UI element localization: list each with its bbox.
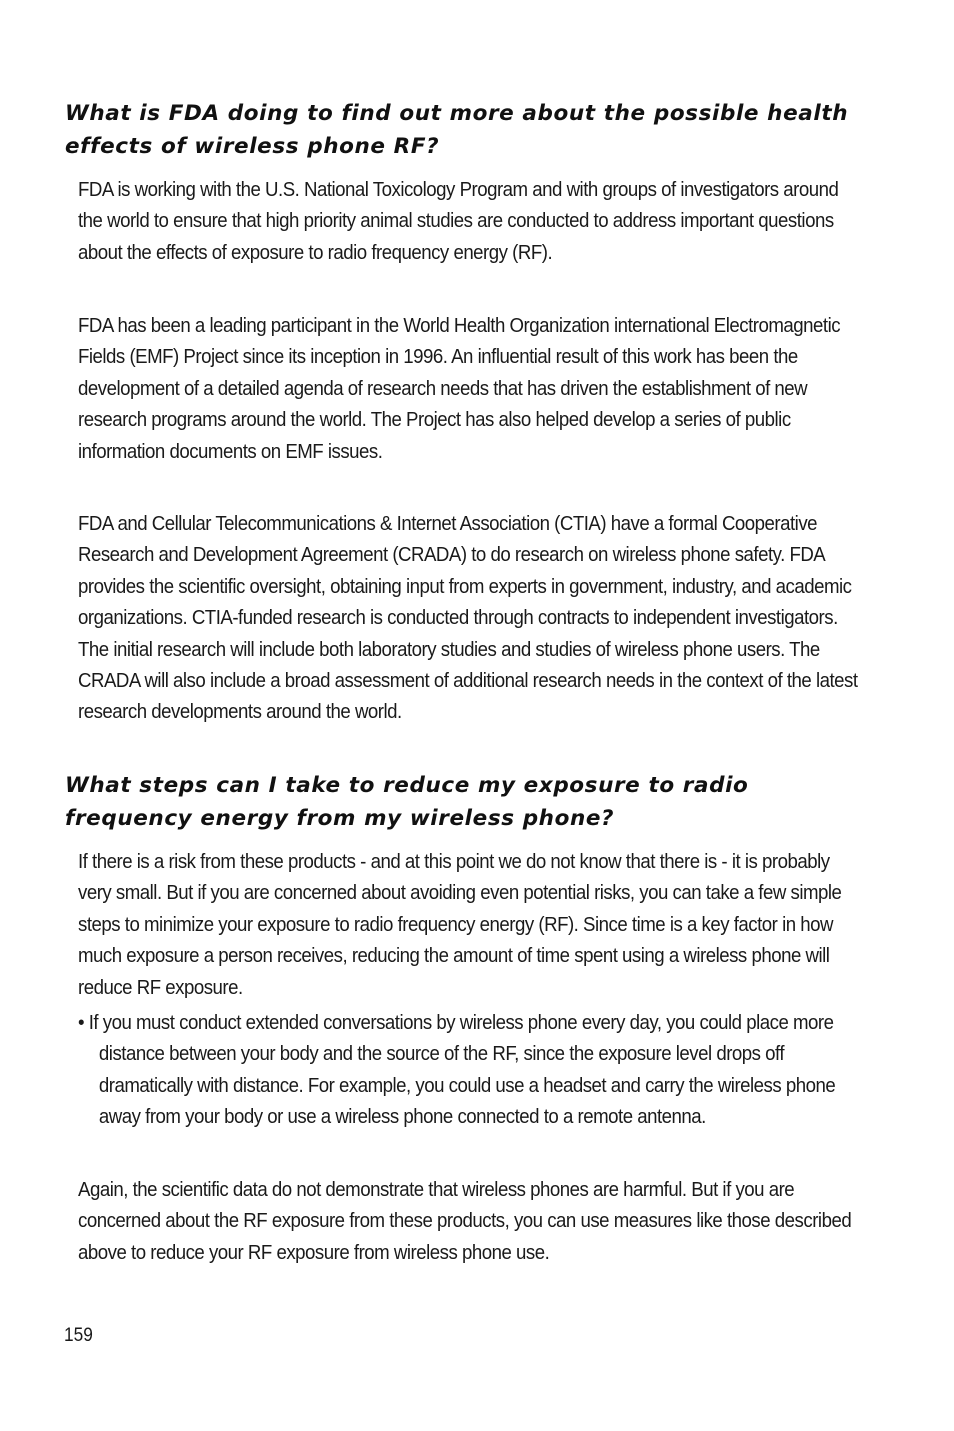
paragraph-risk-small: If there is a risk from these products - and at this point we do not know that there is - it is probably very small. But if you are concerned about avoiding even potential risks, you can take a few simple steps to minimize your exposure to radio frequency energy (RF). Since time is a key factor in how much exposure a person receives, reducing the amount of time spent using a wireless phone will reduce RF exposure. <box>78 850 842 999</box>
paragraph-fda-who-emf: FDA has been a leading participant in the World Health Organization international Electromagnetic Fields (EMF) Project since its inception in 1996. An influential result of this work has been the development of a detailed agenda of research needs that has driven the establishment of new research programs around the world. The Project has also helped develop a series of public information documents on EMF issues. <box>78 314 841 463</box>
section-heading-fda-research: What is FDA doing to find out more about the possible health effects of wireless phone RF? <box>65 101 849 159</box>
paragraph-fda-ntp: FDA is working with the U.S. National Toxicology Program and with groups of investigators around the world to ensure that high priority animal studies are conducted to address important questions about the effects of exposure to radio frequency energy (RF). <box>78 178 839 264</box>
page-number: 159 <box>64 1325 93 1346</box>
paragraph-closing: Again, the scientific data do not demonstrate that wireless phones are harmful. But if you are concerned about the RF exposure from these products, you can use measures like those described above to reduce your RF exposure from wireless phone use. <box>78 1178 852 1264</box>
paragraph-fda-ctia-crada: FDA and Cellular Telecommunications & Internet Association (CTIA) have a formal Cooperative Research and Development Agreement (CRADA) to do research on wireless phone safety. FDA provides the scientific oversight, obtaining input from experts in government, industry, and academic organizations. CTIA-funded research is conducted through contracts to independent investigators. The initial research will include both laboratory studies and studies of wireless phone users. The CRADA will also include a broad assessment of additional research needs in the context of the latest research developments around the world. <box>78 512 858 724</box>
section-heading-reduce-exposure: What steps can I take to reduce my exposure to radio frequency energy from my wireless phone? <box>65 773 749 831</box>
bullet-extended-conversations: • If you must conduct extended conversations by wireless phone every day, you could place more distance between your body and the source of the RF, since the exposure level drops off dramatically with distance. For example, you could use a headset and carry the wireless phone away from your body or use a wireless phone connected to a remote antenna. <box>78 1011 836 1129</box>
